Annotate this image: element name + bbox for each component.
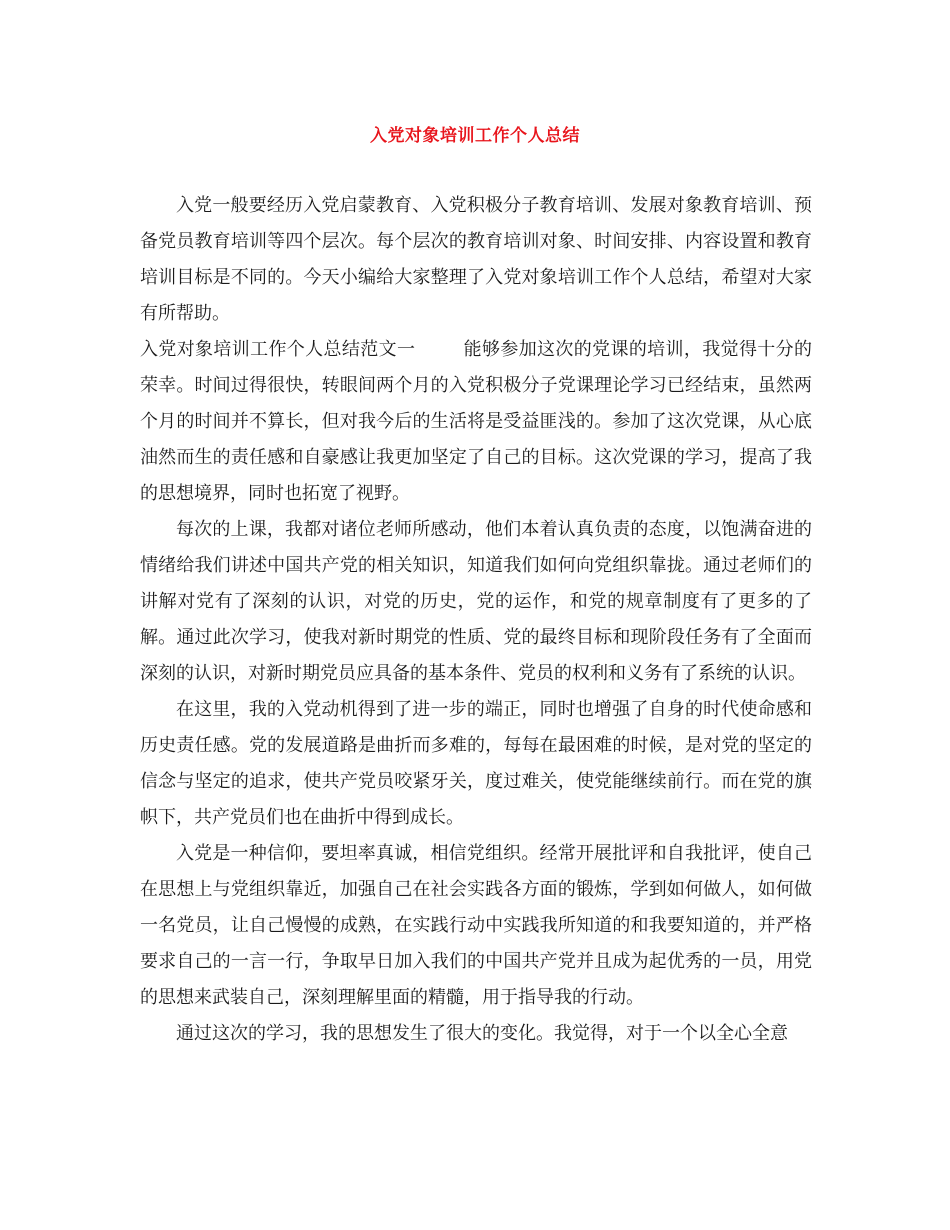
paragraph-1-text: 能够参加这次的党课的培训，我觉得十分的荣幸。时间过得很快，转眼间两个月的入党积极分子党课理论学习已经结束，虽然两个月的时间并不算长，但对我今后的生活将是受益匪浅的。参加了这次党课，从心底油然而生的责任感和自豪感让我更加坚定了自己的目标。这次党课的学习，提高了我的思想境界，同时也拓宽了视野。: [140, 339, 813, 504]
paragraph-4: 入党是一种信仰，要坦率真诚，相信党组织。经常开展批评和自我批评，使自己在思想上与党组织靠近，加强自己在社会实践各方面的锻炼，学到如何做人，如何做一名党员，让自己慢慢的成熟，在实践行动中实践我所知道的和我要知道的，并严格要求自己的一言一行，争取早日加入我们的中国共产党并且成为起优秀的一员，用党的思想来武装自己，深刻理解里面的精髓，用于指导我的行动。: [140, 843, 812, 1008]
paragraph-2: 每次的上课，我都对诸位老师所感动，他们本着认真负责的态度，以饱满奋进的情绪给我们讲述中国共产党的相关知识，知道我们如何向党组织靠拢。通过老师们的讲解对党有了深刻的认识，对党的历史，党的运作，和党的规章制度有了更多的了解。通过此次学习，使我对新时期党的性质、党的最终目标和现阶段任务有了全面而深刻的认识，对新时期党员应具备的基本条件、党员的权利和义务有了系统的认识。: [140, 519, 812, 684]
paragraph-3: 在这里，我的入党动机得到了进一步的端正，同时也增强了自身的时代使命感和历史责任感。党的发展道路是曲折而多难的，每每在最困难的时候，是对党的坚定的信念与坚定的追求，使共产党员咬紧牙关，度过难关，使党能继续前行。而在党的旗帜下，共产党员们也在曲折中得到成长。: [140, 699, 812, 828]
paragraph-5: 通过这次的学习，我的思想发生了很大的变化。我觉得，对于一个以全心全意: [176, 1023, 788, 1044]
intro-paragraph: 入党一般要经历入党启蒙教育、入党积极分子教育培训、发展对象教育培训、预备党员教育培训等四个层次。每个层次的教育培训对象、时间安排、内容设置和教育培训目标是不同的。今天小编给大家整理了入党对象培训工作个人总结，希望对大家有所帮助。: [140, 195, 812, 324]
sample-paragraph-1: [140, 332, 812, 512]
sample-heading: 入党对象培训工作个人总结范文一: [140, 339, 416, 360]
document-body: [140, 188, 812, 1052]
page-title: 入党对象培训工作个人总结: [370, 126, 580, 146]
